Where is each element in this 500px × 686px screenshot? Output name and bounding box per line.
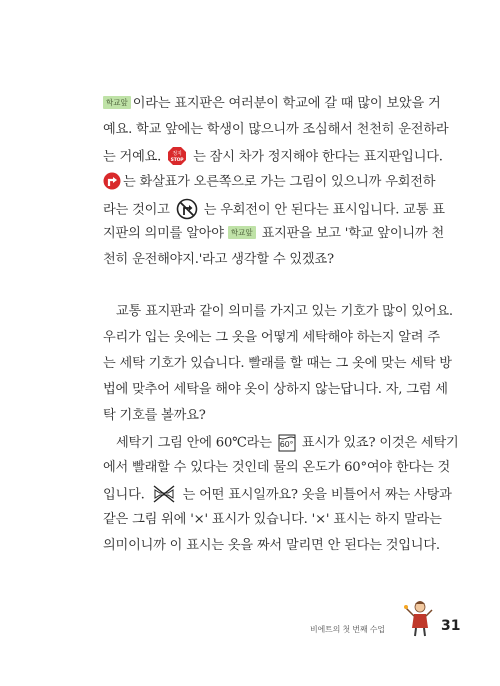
paragraph1-line4 [103,172,436,192]
school-zone-badge: 학교앞 [228,226,256,239]
paragraph2-line5: 탁 기호를 볼까요? [103,408,206,423]
text-run: 표지판을 보고 '학교 앞이니까 천 [261,226,444,241]
svg-text:정지: 정지 [172,151,182,157]
paragraph2-line4: 법에 맞추어 세탁을 해야 옷이 상하지 않는답니다. 자, 그럼 세 [103,382,448,397]
character-illustration [402,598,436,638]
paragraph3-line4: 같은 그림 위에 '×' 표시가 있습니다. '×' 표시는 하지 말라는 [103,512,442,527]
page-number: 31 [441,618,461,634]
paragraph1-line3 [103,146,443,166]
book-title: 비에트의 첫 번째 수업 [310,625,385,634]
no-wringing-icon [151,484,177,504]
text-run: 는 우회전이 안 된다는 표시입니다. 교통 표 [203,202,445,218]
washing-60-icon [278,432,296,452]
text-run: 는 어떤 표시일까요? 옷을 비틀어서 짜는 사탕과 [182,487,452,503]
text-run: 세탁기 그림 안에 60℃라는 [116,435,272,451]
paragraph2-line3: 는 세탁 기호가 있습니다. 빨래를 할 때는 그 옷에 맞는 세탁 방 [103,356,452,371]
text-run: 이라는 표지판은 여러분이 학교에 갈 때 많이 보았을 거 [132,96,441,111]
paragraph1-line2: 예요. 학교 앞에는 학생이 많으니까 조심해서 천천히 운전하라 [103,122,449,137]
paragraph3-line3 [103,484,452,504]
paragraph1-line5 [103,198,445,218]
paragraph1-line7: 천히 운전해야지.'라고 생각할 수 있겠죠? [103,252,334,267]
paragraph2-line2: 우리가 입는 옷에는 그 옷을 어떻게 세탁해야 하는지 알려 주 [103,330,440,345]
school-zone-badge: 학교앞 [103,96,131,109]
svg-text:STOP: STOP [170,158,184,163]
stop-sign-icon [167,146,187,166]
text-run: 는 잠시 차가 정지해야 한다는 표지판입니다. [193,149,443,165]
wash-temperature-label: 60° [279,440,294,449]
text-run: 표시가 있죠? 이것은 세탁기 [301,435,459,451]
paragraph1-line1 [103,94,441,114]
text-run: 지판의 의미를 알아야 [103,226,224,241]
text-run: 는 화살표가 오른쪽으로 가는 그림이 있으니까 우회전하 [123,174,436,190]
text-run: 입니다. [103,487,145,503]
paragraph3-line1 [116,432,459,452]
paragraph3-line5: 의미이니까 이 표시는 옷을 짜서 말리면 안 된다는 것입니다. [103,538,440,553]
right-turn-sign-icon [103,172,121,190]
paragraph1-line6 [103,224,444,244]
text-run: 는 거예요. [103,149,162,165]
no-right-turn-sign-icon [176,198,198,220]
paragraph3-line2: 에서 빨래할 수 있다는 것인데 물의 온도가 60°여야 한다는 것 [103,460,451,475]
text-run: 라는 것이고 [103,202,170,218]
paragraph2-line1: 교통 표지판과 같이 의미를 가지고 있는 기호가 많이 있어요. [116,304,453,319]
